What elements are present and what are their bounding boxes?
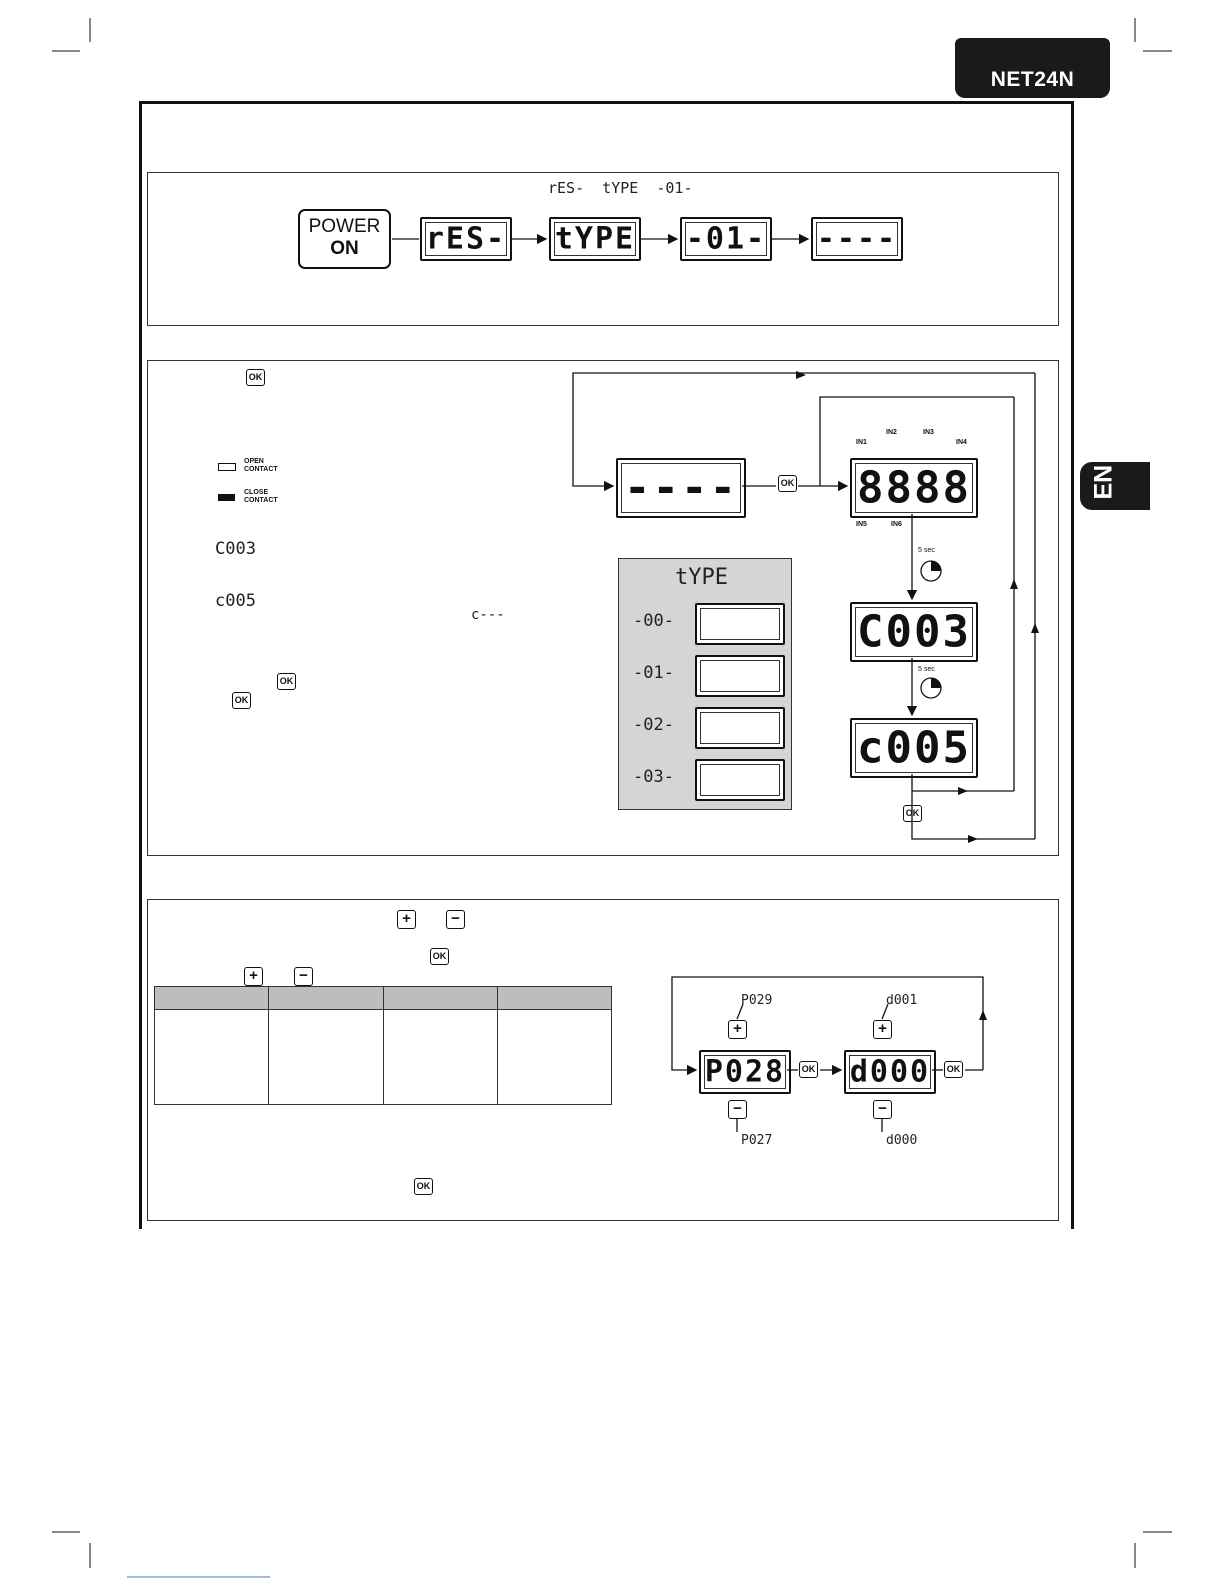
table-cell (155, 1010, 269, 1105)
lcd-text: ---- (816, 221, 898, 257)
input-label: IN1 (856, 439, 867, 446)
timer-icon (921, 678, 941, 698)
lcd-text: rES- (425, 221, 507, 257)
param-up-text: P029 (741, 993, 773, 1008)
lcd-text: ---- (624, 462, 738, 514)
on-label: ON (330, 238, 359, 259)
language-tab (1080, 462, 1150, 510)
input-label: IN4 (956, 439, 967, 446)
value-down-text: d000 (886, 1133, 918, 1148)
model-tab (955, 38, 1110, 98)
type-table-title: tYPE (675, 565, 728, 590)
plus-button-icon: + (873, 1020, 892, 1039)
table-cell (497, 1010, 611, 1105)
lcd-text: tYPE (554, 221, 636, 257)
parameter-table (154, 986, 612, 1105)
table-cell (269, 1010, 383, 1105)
code-c003-text: C003 (215, 539, 256, 559)
value-up-text: d001 (886, 993, 918, 1008)
type-code: -02- (633, 715, 674, 735)
minus-button-icon: − (873, 1100, 892, 1119)
lcd-text: -01- (685, 221, 767, 257)
table-header-cell (155, 987, 269, 1010)
ok-button-icon: OK (232, 692, 251, 709)
lcd-text: 8888 (857, 462, 971, 514)
lcd-text: P028 (704, 1054, 786, 1090)
model-label: NET24N (990, 68, 1075, 91)
plus-button-icon: + (244, 967, 263, 986)
minus-button-icon: − (294, 967, 313, 986)
plus-button-icon: + (397, 910, 416, 929)
ok-button-icon: OK (799, 1061, 818, 1078)
language-label: EN (1089, 464, 1118, 500)
type-code: -00- (633, 611, 674, 631)
lcd-text: C003 (857, 606, 971, 658)
lcd-display (695, 707, 785, 749)
table-header-cell (269, 987, 383, 1010)
panel-inputs-test (147, 360, 1059, 856)
table-header-cell (497, 987, 611, 1010)
close-contact-label: CLOSE CONTACT (244, 489, 278, 504)
type-table (618, 558, 792, 810)
ok-button-icon: OK (246, 369, 265, 386)
param-down-text: P027 (741, 1133, 773, 1148)
code-blank-text: c--- (471, 607, 505, 623)
lcd-display (695, 759, 785, 801)
panel-power-on (147, 172, 1059, 326)
table-header-cell (383, 987, 497, 1010)
ok-button-icon: OK (414, 1178, 433, 1195)
panel1-caption: rES- tYPE -01- (548, 179, 693, 197)
ok-button-icon: OK (277, 673, 296, 690)
power-label: POWER (308, 216, 381, 237)
open-contact-label: OPEN CONTACT (244, 458, 278, 473)
lcd-text: c005 (857, 722, 971, 774)
input-label: IN3 (923, 429, 934, 436)
ok-button-icon: OK (430, 948, 449, 965)
timer-icon (921, 561, 941, 581)
minus-button-icon: − (446, 910, 465, 929)
ok-button-icon: OK (778, 475, 797, 492)
code-c005-text: c005 (215, 591, 256, 611)
lcd-text: d000 (849, 1054, 931, 1090)
table-row (155, 1010, 612, 1105)
input-label: IN6 (891, 521, 902, 528)
input-label: IN5 (856, 521, 867, 528)
type-code: -03- (633, 767, 674, 787)
table-header-row (155, 987, 612, 1010)
type-code: -01- (633, 663, 674, 683)
ok-button-icon: OK (944, 1061, 963, 1078)
flow-arrows (148, 173, 1058, 325)
plus-button-icon: + (728, 1020, 747, 1039)
table-cell (383, 1010, 497, 1105)
ok-button-icon: OK (903, 805, 922, 822)
timer-label: 5 sec (918, 547, 935, 554)
input-label: IN2 (886, 429, 897, 436)
timer-label: 5 sec (918, 666, 935, 673)
lcd-display (695, 603, 785, 645)
flow-arrows (148, 361, 1058, 855)
lcd-display (695, 655, 785, 697)
minus-button-icon: − (728, 1100, 747, 1119)
